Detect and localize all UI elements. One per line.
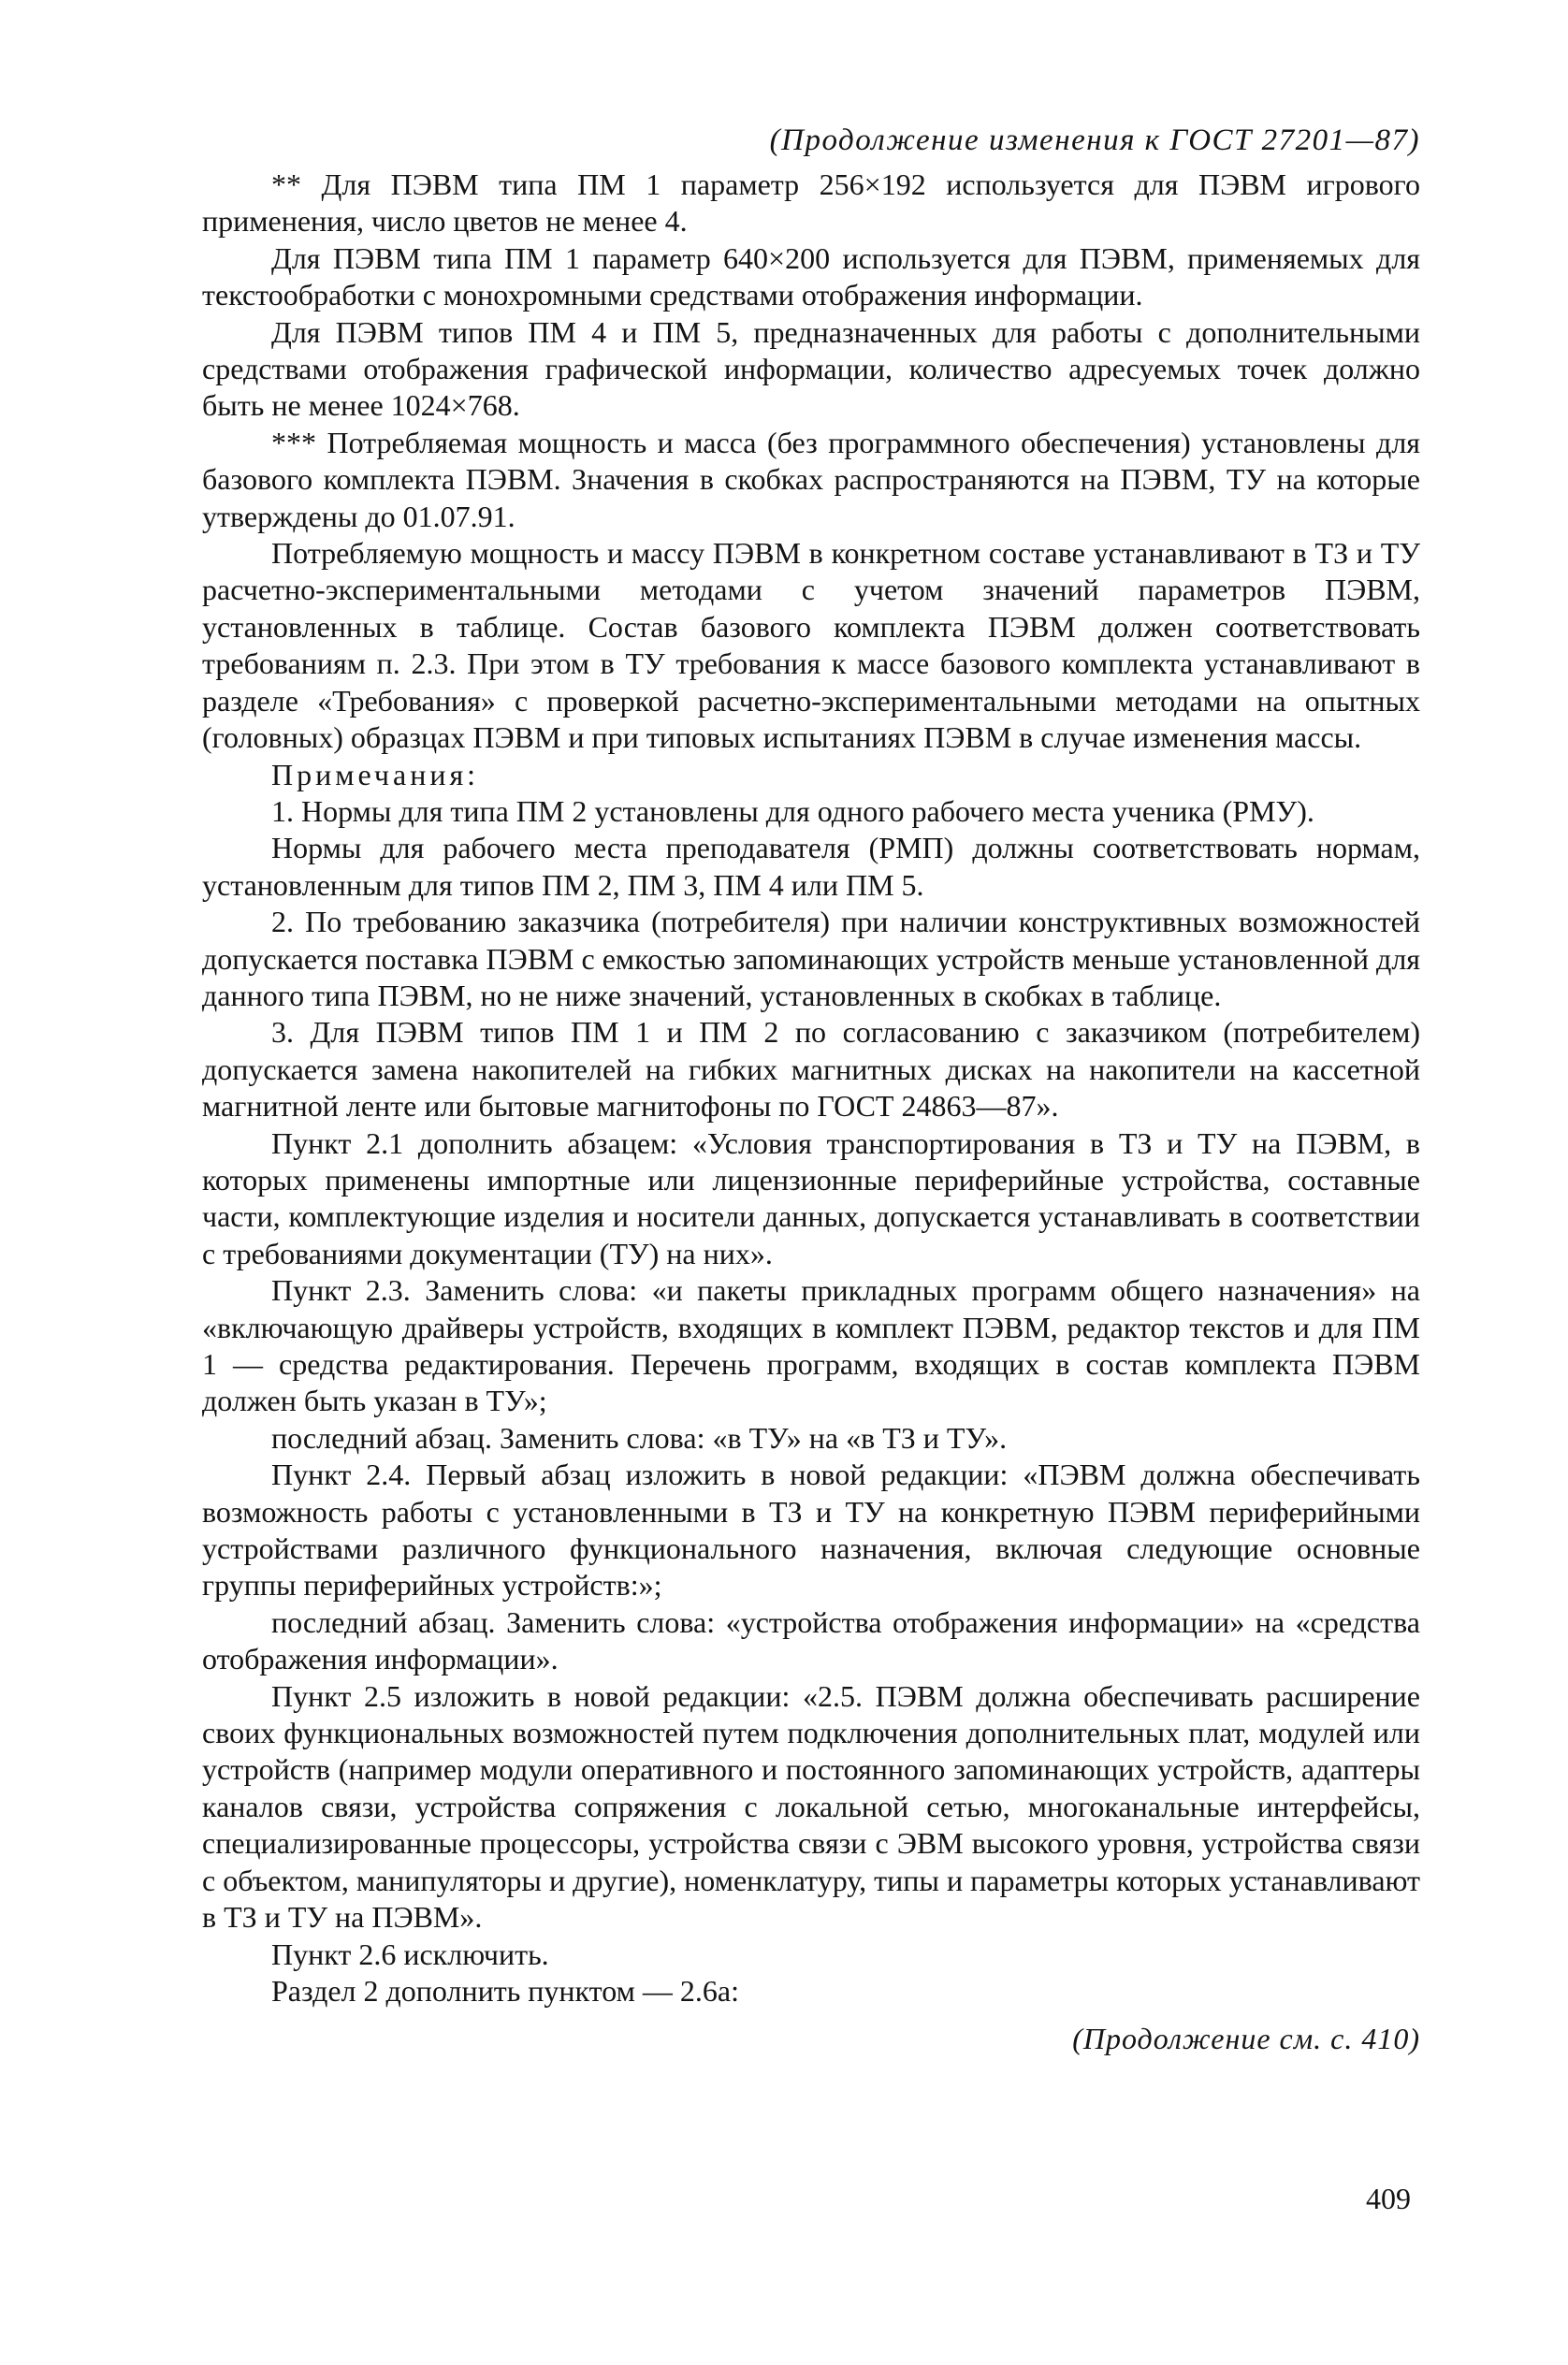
notes-heading: Примечания: <box>271 757 480 791</box>
document-body <box>202 167 1420 2058</box>
paragraph: Пункт 2.4. Первый абзац изложить в новой редакции: «ПЭВМ должна обеспечивать возможность работы с установленными в ТЗ и ТУ на конкретную ПЭВМ периферийными устройствами различного функционального назначения, включая следующие основные группы периферийных устройств:»; <box>202 1458 1420 1603</box>
paragraph: Пункт 2.5 изложить в новой редакции: «2.5. ПЭВМ должна обеспечивать расширение своих функциональных возможностей путем подключения дополнительных плат, модулей или устройств (например модули оперативного и постоянного запоминающих устройств, адаптеры каналов связи, устройства сопряжения с локальной сетью, многоканальные интерфейсы, специализированные процессоры, устройства связи с ЭВМ высокого уровня, устройства связи с объектом, манипуляторы и другие), номенклатуру, типы и параметры которых устанавливают в ТЗ и ТУ на ПЭВМ». <box>202 1678 1420 1935</box>
paragraph: Нормы для рабочего места преподавателя (РМП) должны соответствовать нормам, установленным для типов ПМ 2, ПМ 3, ПМ 4 или ПМ 5. <box>202 831 1420 902</box>
running-header: (Продолжение изменения к ГОСТ 27201—87) <box>769 123 1420 157</box>
footnote-triple-asterisk: *** Потребляемая мощность и масса (без программного обеспечения) установлены для базового комплекта ПЭВМ. Значения в скобках распространяются на ПЭВМ, ТУ на которые утверждены до 01.07.91. <box>202 425 1420 533</box>
page-number: 409 <box>1366 2182 1411 2215</box>
paragraph: последний абзац. Заменить слова: «в ТУ» на «в ТЗ и ТУ». <box>271 1420 1008 1455</box>
document-page <box>202 120 1420 2328</box>
paragraph: Раздел 2 дополнить пунктом — 2.6а: <box>271 1973 739 2008</box>
paragraph: Для ПЭВМ типов ПМ 4 и ПМ 5, предназначенных для работы с дополнительными средствами отображения графической информации, количество адресуемых точек должно быть не менее 1024×768. <box>202 314 1420 423</box>
note-item: 3. Для ПЭВМ типов ПМ 1 и ПМ 2 по согласованию с заказчиком (потребителем) допускается замена накопителей на гибких магнитных дисках на накопители на кассетной магнитной ленте или бытовые магнитофоны по ГОСТ 24863—87». <box>202 1015 1420 1124</box>
paragraph: Для ПЭВМ типа ПМ 1 параметр 640×200 используется для ПЭВМ, применяемых для текстообработки с монохромными средствами отображения информации. <box>202 240 1420 312</box>
paragraph: Пункт 2.3. Заменить слова: «и пакеты прикладных программ общего назначения» на «включающую драйверы устройств, входящих в комплект ПЭВМ, редактор текстов и для ПМ 1 — средства редактирования. Перечень программ, входящих в состав комплекта ПЭВМ должен быть указан в ТУ»; <box>202 1273 1420 1418</box>
note-item: 1. Нормы для типа ПМ 2 установлены для одного рабочего места ученика (РМУ). <box>271 793 1314 828</box>
paragraph: Потребляемую мощность и массу ПЭВМ в конкретном составе устанавливают в ТЗ и ТУ расчетно-экспериментальными методами с учетом значений параметров ПЭВМ, установленных в таблице. Состав базового комплекта ПЭВМ должен соответствовать требованиям п. 2.3. При этом в ТУ требования к массе базового комплекта устанавливают в разделе «Требования» с проверкой расчетно-экспериментальными методами на опытных (головных) образцах ПЭВМ и при типовых испытаниях ПЭВМ в случае изменения массы. <box>202 536 1420 755</box>
continued-note: (Продолжение см. с. 410) <box>1072 2022 1420 2056</box>
note-item: 2. По требованию заказчика (потребителя) при наличии конструктивных возможностей допускается поставка ПЭВМ с емкостью запоминающих устройств меньше установленной для данного типа ПЭВМ, но не ниже значений, установленных в скобках в таблице. <box>202 905 1420 1012</box>
paragraph: Пункт 2.6 исключить. <box>271 1937 549 1971</box>
footnote-double-asterisk: ** Для ПЭВМ типа ПМ 1 параметр 256×192 используется для ПЭВМ игрового применения, число цветов не менее 4. <box>202 167 1420 239</box>
paragraph: последний абзац. Заменить слова: «устройства отображения информации» на «средства отображения информации». <box>202 1604 1420 1676</box>
paragraph: Пункт 2.1 дополнить абзацем: «Условия транспортирования в ТЗ и ТУ на ПЭВМ, в которых применены импортные или лицензионные периферийные устройства, составные части, комплектующие изделия и носители данных, допускается устанавливать в соответствии с требованиями документации (ТУ) на них». <box>202 1125 1420 1270</box>
